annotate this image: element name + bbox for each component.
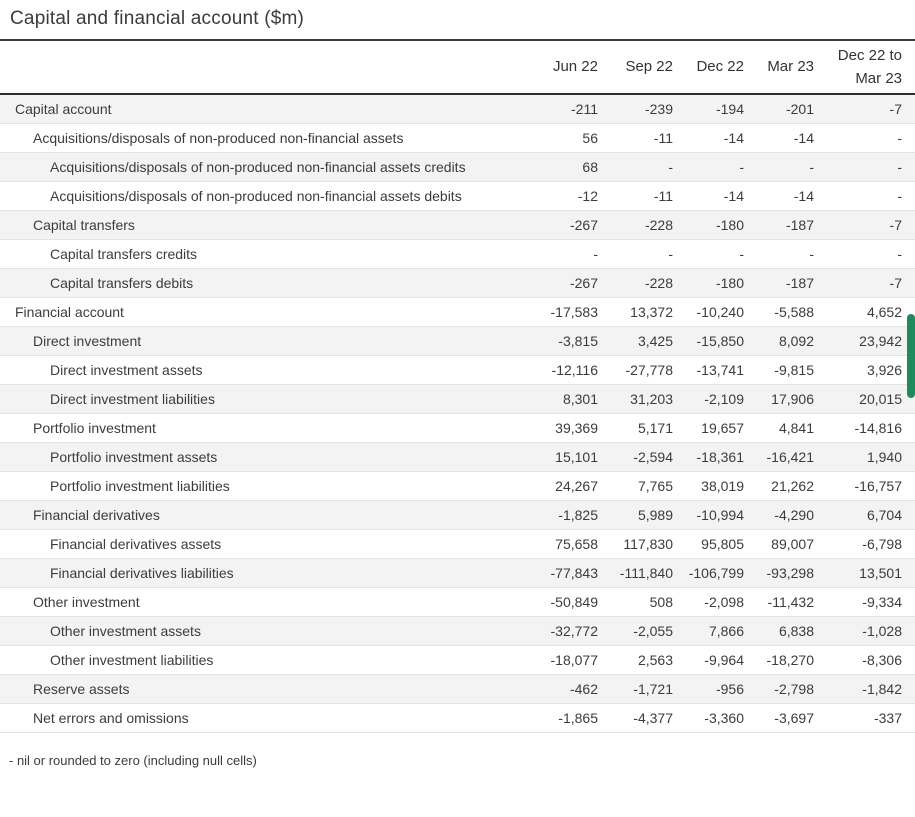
column-header: Jun 22 [523, 40, 598, 94]
table-row [0, 645, 915, 674]
value-cell: 17,906 [744, 384, 814, 413]
value-cell: -180 [673, 268, 744, 297]
row-label: Financial derivatives liabilities [0, 558, 523, 587]
page-title: Capital and financial account ($m) [10, 8, 305, 29]
table-row [0, 355, 915, 384]
value-cell: - [814, 181, 915, 210]
table-row [0, 616, 915, 645]
value-cell: -1,825 [523, 500, 598, 529]
value-cell: -9,334 [814, 587, 915, 616]
value-cell: 20,015 [814, 384, 915, 413]
value-cell: -111,840 [598, 558, 673, 587]
value-cell: -267 [523, 268, 598, 297]
row-label: Other investment assets [0, 616, 523, 645]
value-cell: -14,816 [814, 413, 915, 442]
value-cell: -239 [598, 94, 673, 123]
value-cell: 21,262 [744, 471, 814, 500]
value-cell: 75,658 [523, 529, 598, 558]
value-cell: 5,989 [598, 500, 673, 529]
value-cell: -11,432 [744, 587, 814, 616]
row-label: Financial derivatives assets [0, 529, 523, 558]
value-cell: -10,994 [673, 500, 744, 529]
value-cell: 95,805 [673, 529, 744, 558]
row-label: Other investment [0, 587, 523, 616]
value-cell: 6,838 [744, 616, 814, 645]
value-cell: -9,815 [744, 355, 814, 384]
value-cell: -14 [744, 181, 814, 210]
row-label: Direct investment assets [0, 355, 523, 384]
value-cell: -16,421 [744, 442, 814, 471]
value-cell: -956 [673, 674, 744, 703]
value-cell: 13,372 [598, 297, 673, 326]
table-body [0, 94, 915, 732]
value-cell: -3,360 [673, 703, 744, 732]
value-cell: -32,772 [523, 616, 598, 645]
value-cell: -7 [814, 94, 915, 123]
row-label: Portfolio investment assets [0, 442, 523, 471]
value-cell: -11 [598, 181, 673, 210]
table-row [0, 123, 915, 152]
value-cell: -2,798 [744, 674, 814, 703]
row-label: Acquisitions/disposals of non-produced non-financial assets credits [0, 152, 523, 181]
value-cell: - [523, 239, 598, 268]
table-row [0, 413, 915, 442]
column-header: Sep 22 [598, 40, 673, 94]
value-cell: 1,940 [814, 442, 915, 471]
table-row [0, 703, 915, 732]
value-cell: -18,077 [523, 645, 598, 674]
table-row [0, 558, 915, 587]
value-cell: -7 [814, 268, 915, 297]
value-cell: 7,866 [673, 616, 744, 645]
value-cell: -77,843 [523, 558, 598, 587]
value-cell: -5,588 [744, 297, 814, 326]
value-cell: 2,563 [598, 645, 673, 674]
table-row [0, 471, 915, 500]
value-cell: -2,109 [673, 384, 744, 413]
value-cell: 7,765 [598, 471, 673, 500]
value-cell: -228 [598, 268, 673, 297]
value-cell: -14 [673, 181, 744, 210]
header-row [0, 40, 915, 94]
value-cell: -106,799 [673, 558, 744, 587]
value-cell: -93,298 [744, 558, 814, 587]
column-header: Dec 22 to Mar 23 [814, 40, 915, 94]
row-label: Reserve assets [0, 674, 523, 703]
value-cell: 68 [523, 152, 598, 181]
value-cell: 89,007 [744, 529, 814, 558]
value-cell: -462 [523, 674, 598, 703]
value-cell: - [744, 239, 814, 268]
row-label: Capital transfers debits [0, 268, 523, 297]
value-cell: - [673, 239, 744, 268]
value-cell: -228 [598, 210, 673, 239]
value-cell: -1,721 [598, 674, 673, 703]
value-cell: -27,778 [598, 355, 673, 384]
value-cell: -187 [744, 268, 814, 297]
value-cell: -17,583 [523, 297, 598, 326]
table-row [0, 587, 915, 616]
value-cell: -18,361 [673, 442, 744, 471]
value-cell: 4,652 [814, 297, 915, 326]
value-cell: 15,101 [523, 442, 598, 471]
value-cell: 6,704 [814, 500, 915, 529]
column-header: Dec 22 [673, 40, 744, 94]
value-cell: -12 [523, 181, 598, 210]
value-cell: 38,019 [673, 471, 744, 500]
nil-footnote: - nil or rounded to zero (including null cells) [9, 752, 257, 768]
value-cell: 117,830 [598, 529, 673, 558]
value-cell: -8,306 [814, 645, 915, 674]
value-cell: -14 [673, 123, 744, 152]
value-cell: -11 [598, 123, 673, 152]
value-cell: -14 [744, 123, 814, 152]
value-cell: -18,270 [744, 645, 814, 674]
row-label: Acquisitions/disposals of non-produced non-financial assets [0, 123, 523, 152]
row-label: Other investment liabilities [0, 645, 523, 674]
table-row [0, 442, 915, 471]
value-cell: - [598, 239, 673, 268]
table-row [0, 384, 915, 413]
row-label: Financial account [0, 297, 523, 326]
value-cell: -16,757 [814, 471, 915, 500]
value-cell: -337 [814, 703, 915, 732]
value-cell: - [814, 152, 915, 181]
scrollbar-thumb[interactable] [907, 314, 915, 398]
value-cell: -4,377 [598, 703, 673, 732]
value-cell: -1,842 [814, 674, 915, 703]
value-cell: -180 [673, 210, 744, 239]
value-cell: -1,865 [523, 703, 598, 732]
column-header: Mar 23 [744, 40, 814, 94]
value-cell: 23,942 [814, 326, 915, 355]
value-cell: -9,964 [673, 645, 744, 674]
value-cell: -15,850 [673, 326, 744, 355]
value-cell: -7 [814, 210, 915, 239]
value-cell: -187 [744, 210, 814, 239]
row-label: Net errors and omissions [0, 703, 523, 732]
header-label-cell [0, 40, 523, 94]
table-row [0, 297, 915, 326]
row-label: Portfolio investment [0, 413, 523, 442]
value-cell: - [744, 152, 814, 181]
value-cell: -194 [673, 94, 744, 123]
value-cell: 508 [598, 587, 673, 616]
value-cell: -201 [744, 94, 814, 123]
value-cell: - [673, 152, 744, 181]
table-row [0, 326, 915, 355]
table-row [0, 210, 915, 239]
value-cell: 39,369 [523, 413, 598, 442]
row-label: Portfolio investment liabilities [0, 471, 523, 500]
value-cell: -10,240 [673, 297, 744, 326]
data-table [0, 39, 915, 733]
value-cell: 13,501 [814, 558, 915, 587]
value-cell: 3,926 [814, 355, 915, 384]
value-cell: 56 [523, 123, 598, 152]
value-cell: -2,594 [598, 442, 673, 471]
value-cell: -13,741 [673, 355, 744, 384]
row-label: Direct investment liabilities [0, 384, 523, 413]
row-label: Capital transfers credits [0, 239, 523, 268]
table-row [0, 181, 915, 210]
table-row [0, 152, 915, 181]
value-cell: - [814, 239, 915, 268]
value-cell: -4,290 [744, 500, 814, 529]
table-row [0, 268, 915, 297]
value-cell: -50,849 [523, 587, 598, 616]
row-label: Capital account [0, 94, 523, 123]
value-cell: 8,092 [744, 326, 814, 355]
row-label: Direct investment [0, 326, 523, 355]
value-cell: 19,657 [673, 413, 744, 442]
value-cell: 24,267 [523, 471, 598, 500]
value-cell: 5,171 [598, 413, 673, 442]
value-cell: - [598, 152, 673, 181]
value-cell: -12,116 [523, 355, 598, 384]
value-cell: 4,841 [744, 413, 814, 442]
value-cell: -2,098 [673, 587, 744, 616]
table-row [0, 674, 915, 703]
table-row [0, 500, 915, 529]
table-row [0, 94, 915, 123]
value-cell: -1,028 [814, 616, 915, 645]
value-cell: 31,203 [598, 384, 673, 413]
value-cell: -2,055 [598, 616, 673, 645]
value-cell: - [814, 123, 915, 152]
table-row [0, 529, 915, 558]
value-cell: 8,301 [523, 384, 598, 413]
value-cell: -6,798 [814, 529, 915, 558]
row-label: Capital transfers [0, 210, 523, 239]
value-cell: -211 [523, 94, 598, 123]
value-cell: -3,697 [744, 703, 814, 732]
value-cell: 3,425 [598, 326, 673, 355]
value-cell: -267 [523, 210, 598, 239]
row-label: Acquisitions/disposals of non-produced non-financial assets debits [0, 181, 523, 210]
row-label: Financial derivatives [0, 500, 523, 529]
value-cell: -3,815 [523, 326, 598, 355]
table-row [0, 239, 915, 268]
